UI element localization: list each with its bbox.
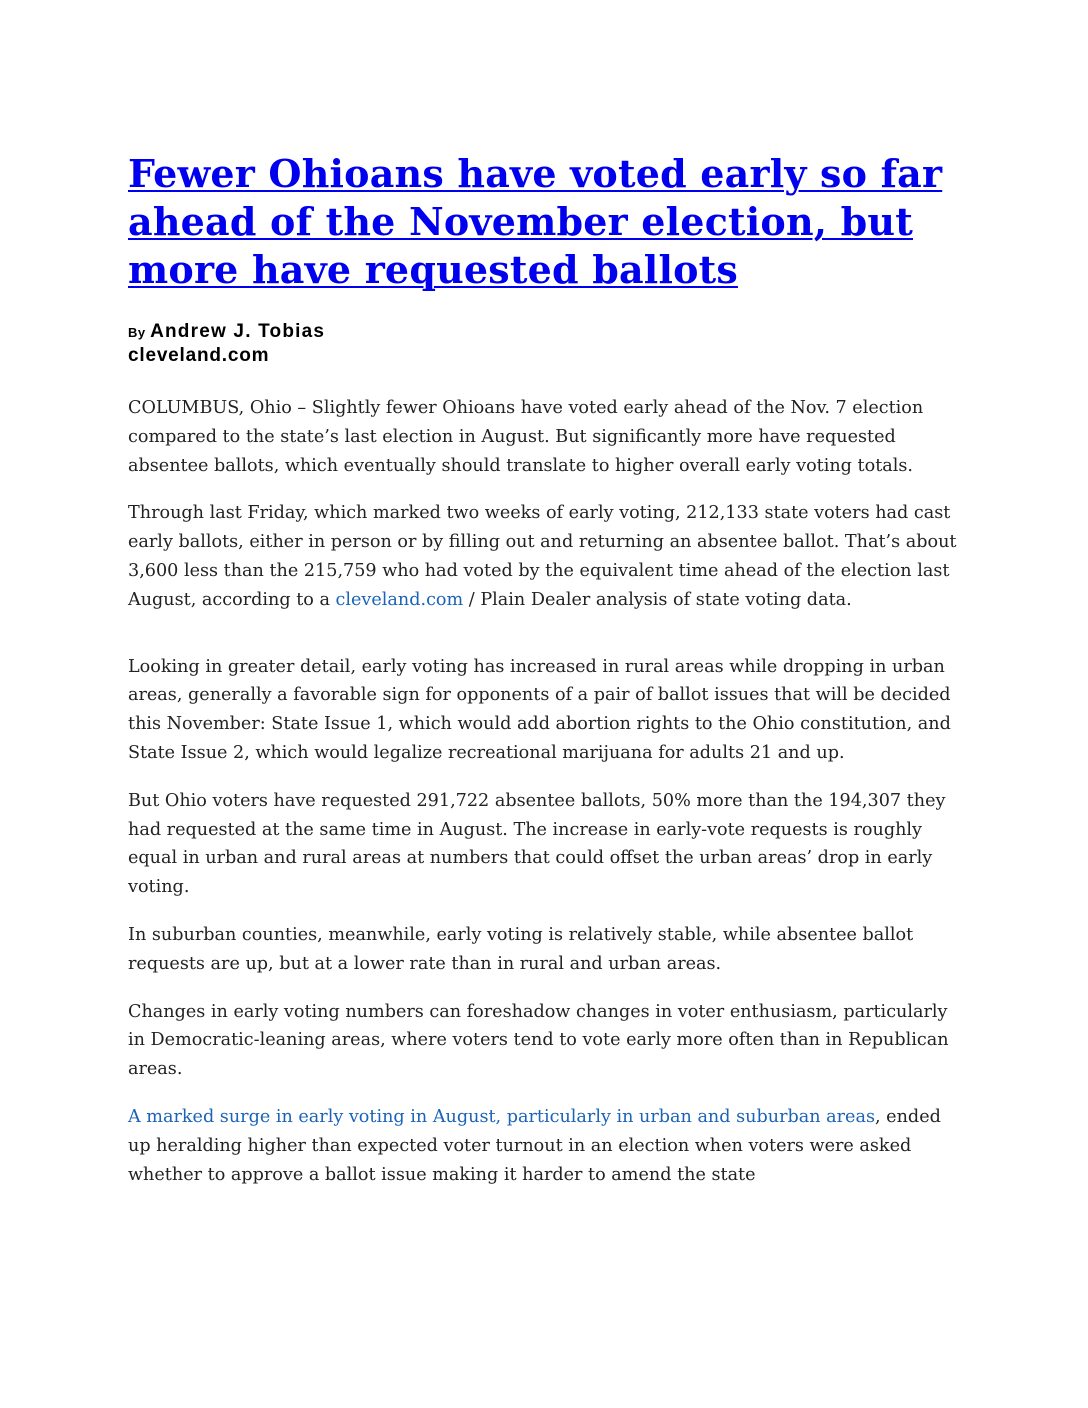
- paragraph-3: Looking in greater detail, early voting has increased in rural areas while dropping in urban areas, generally a favorable sign for opponents of a pair of ballot issues that will be decided this November: State Issue 1, which would add abortion rights to the Ohio constitution, and State Issue 2, which would legalize recreational marijuana for adults 21 and up.: [128, 656, 951, 763]
- article: [128, 150, 968, 1208]
- byline-outlet: cleveland.com: [128, 345, 270, 366]
- paragraph-1: COLUMBUS, Ohio – Slightly fewer Ohioans have voted early ahead of the Nov. 7 election compared to the state’s last election in August. But significantly more have requested absentee ballots, which eventually should translate to higher overall early voting totals.: [128, 398, 924, 476]
- cleveland-link[interactable]: cleveland.com: [335, 589, 464, 610]
- paragraph-7: [128, 1103, 968, 1189]
- byline: [128, 320, 968, 367]
- byline-by: By: [128, 325, 146, 340]
- paragraph-2-text-a: Through last Friday, which marked two weeks of early voting, 212,133 state voters had cast early ballots, either in person or by filling out and returning an absentee ballot. That’s about 3,600 less than the 215,759 who had voted by the equivalent time ahead of the election last August, according to a: [128, 503, 957, 610]
- paragraph-4: But Ohio voters have requested 291,722 absentee ballots, 50% more than the 194,307 they had requested at the same time in August. The increase in early-vote requests is roughly equal in urban and rural areas at numbers that could offset the urban areas’ drop in early voting.: [128, 790, 946, 898]
- byline-author: Andrew J. Tobias: [150, 321, 326, 342]
- august-surge-link[interactable]: A marked surge in early voting in August, particularly in urban and suburban areas: [128, 1106, 875, 1127]
- paragraph-7-text: , ended up heralding higher than expected voter turnout in an election when voters were asked whether to approve a ballot issue making it harder to amend the state: [128, 1106, 941, 1185]
- paragraph-6: Changes in early voting numbers can foreshadow changes in voter enthusiasm, particularly in Democratic-leaning areas, where voters tend to vote early more often than in Republican areas.: [128, 1001, 949, 1080]
- headline-link[interactable]: Fewer Ohioans have voted early so far ahead of the November election, but more have requested ballots: [128, 151, 943, 292]
- paragraph-2: [128, 499, 968, 614]
- article-body: [128, 394, 968, 1189]
- article-headline: [128, 150, 968, 294]
- paragraph-5: In suburban counties, meanwhile, early voting is relatively stable, while absentee ballot requests are up, but at a lower rate than in rural and urban areas.: [128, 924, 914, 974]
- paragraph-2-text-b: / Plain Dealer analysis of state voting data.: [463, 589, 852, 610]
